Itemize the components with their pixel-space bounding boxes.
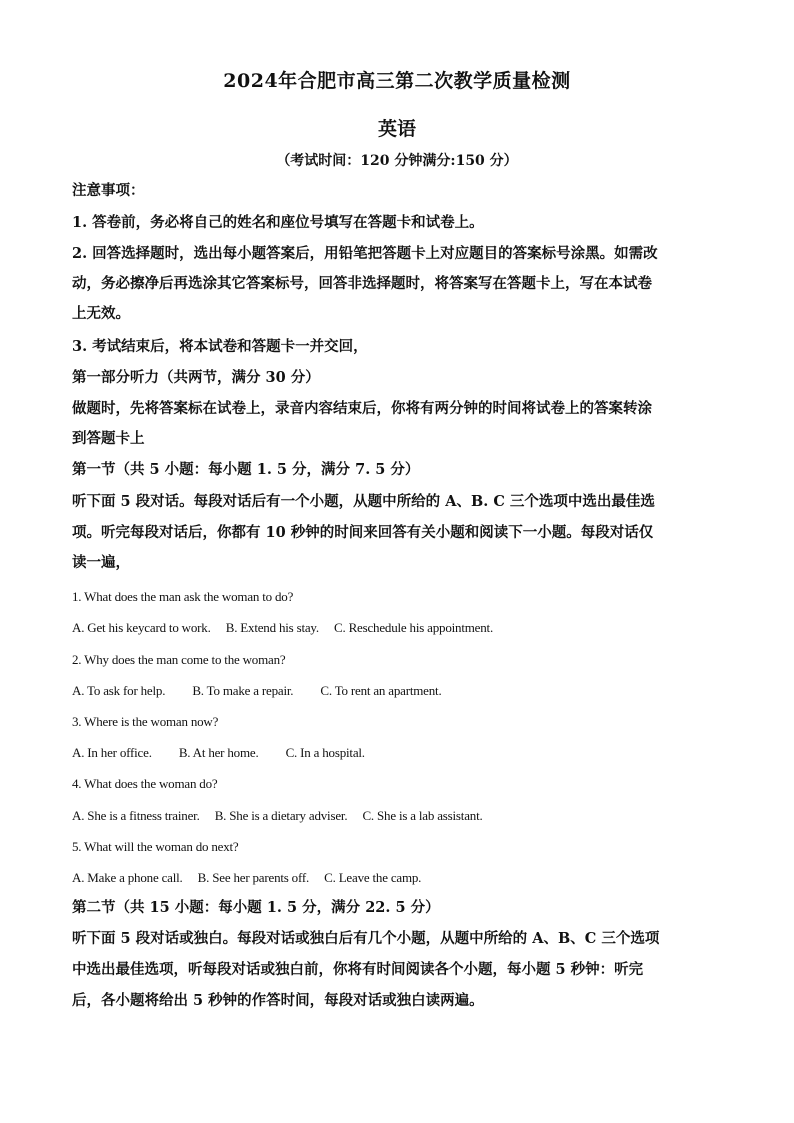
question-2-options (72, 682, 722, 700)
exam-title: 2024年合肥市高三第二次教学质量检测 (223, 70, 571, 92)
section1-intro-line-3: 读一遍， (72, 554, 130, 571)
question-5: 5. What will the woman do next? (72, 839, 239, 854)
question-2-option-c: C. To rent an apartment. (320, 683, 442, 698)
question-1-option-c: C. Reschedule his appointment. (334, 620, 494, 635)
question-5-option-c: C. Leave the camp. (324, 870, 422, 885)
question-4-option-b: B. She is a dietary adviser. (214, 808, 348, 823)
section1-intro-line-2: 项。听完每段对话后，你都有 10 秒钟的时间来回答有关小题和阅读下一小题。每段对话仅 (72, 524, 654, 541)
notice-item-3: 3. 考试结束后，将本试卷和答题卡一并交回， (72, 338, 368, 355)
section2-intro-line-1: 听下面 5 段对话或独白。每段对话或独白后有几个小题，从题中所给的 A、B、C 三个选项 (72, 930, 660, 947)
part1-intro-line-1: 做题时，先将答案标在试卷上，录音内容结束后，你将有两分钟的时间将试卷上的答案转涂 (72, 400, 652, 417)
question-3-option-c: C. In a hospital. (285, 745, 365, 760)
section2-intro-line-2: 中选出最佳选项，听每段对话或独白前，你将有时间阅读各个小题，每小题 5 秒钟：听完 (72, 961, 644, 978)
section1-heading: 第一节（共 5 小题：每小题 1. 5 分，满分 7. 5 分） (72, 461, 420, 478)
notice-item-1: 1. 答卷前，务必将自己的姓名和座位号填写在答题卡和试卷上。 (72, 214, 484, 231)
question-5-option-b: B. See her parents off. (197, 870, 310, 885)
question-4-option-c: C. She is a lab assistant. (362, 808, 483, 823)
question-3-option-a: A. In her office. (72, 745, 152, 760)
part1-heading: 第一部分听力（共两节，满分 30 分） (72, 369, 320, 386)
notice-item-2-line-2: 动，务必擦净后再选涂其它答案标号，回答非选择题时，将答案写在答题卡上，写在本试卷 (72, 275, 652, 292)
part1-intro-line-2: 到答题卡上 (72, 430, 145, 447)
question-1: 1. What does the man ask the woman to do? (72, 589, 294, 604)
question-2-option-a: A. To ask for help. (72, 683, 166, 698)
notice-item-2-line-1: 2. 回答选择题时，选出每小题答案后，用铅笔把答题卡上对应题目的答案标号涂黑。如需改 (72, 245, 658, 262)
question-4: 4. What does the woman do? (72, 776, 218, 791)
question-4-options (72, 807, 722, 825)
question-3-options (72, 744, 722, 762)
question-3-option-b: B. At her home. (178, 745, 259, 760)
question-5-option-a: A. Make a phone call. (72, 870, 183, 885)
exam-time-info: （考试时间：120 分钟满分:150 分） (276, 153, 518, 169)
question-5-options (72, 869, 722, 887)
notice-item-2-line-3: 上无效。 (72, 305, 130, 322)
question-4-option-a: A. She is a fitness trainer. (72, 808, 200, 823)
notice-heading: 注意事项： (72, 182, 145, 199)
question-3: 3. Where is the woman now? (72, 714, 219, 729)
question-1-option-b: B. Extend his stay. (225, 620, 319, 635)
section1-intro-line-1: 听下面 5 段对话。每段对话后有一个小题，从题中所给的 A、B. C 三个选项中选出最佳选 (72, 493, 655, 510)
section2-heading: 第二节（共 15 小题：每小题 1. 5 分，满分 22. 5 分） (72, 899, 440, 916)
question-2: 2. Why does the man come to the woman? (72, 652, 286, 667)
question-1-options (72, 619, 722, 637)
section2-intro-line-3: 后，各小题将给出 5 秒钟的作答时间，每段对话或独白读两遍。 (72, 992, 484, 1009)
question-2-option-b: B. To make a repair. (192, 683, 294, 698)
subject-title: 英语 (377, 118, 416, 140)
question-1-option-a: A. Get his keycard to work. (72, 620, 211, 635)
